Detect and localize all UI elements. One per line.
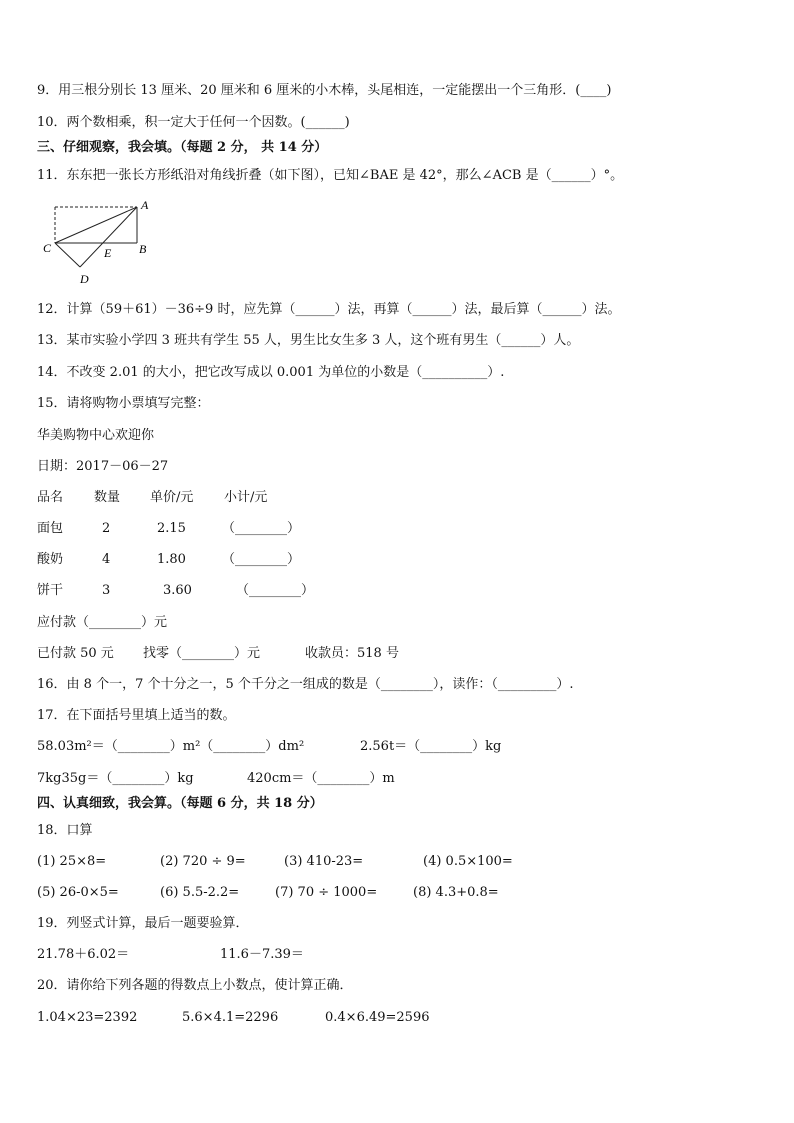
question-20-item: 5.6×4.1=2296 bbox=[182, 1010, 279, 1025]
oral-item: (2) 720 ÷ 9= bbox=[160, 854, 246, 869]
oral-item: (1) 25×8= bbox=[37, 854, 107, 869]
question-20: 20．请你给下列各题的得数点上小数点，使计算正确． bbox=[37, 978, 353, 993]
question-16: 16．由 8 个一，7 个十分之一，5 个千分之一组成的数是（________），读作：（_________）. bbox=[37, 677, 574, 692]
label-e: E bbox=[104, 246, 112, 260]
oral-item: (3) 410-23= bbox=[284, 854, 364, 869]
question-19-item: 21.78＋6.02＝ bbox=[37, 947, 130, 962]
oral-item: (7) 70 ÷ 1000= bbox=[275, 885, 378, 900]
question-17-item: 420cm＝（________）m bbox=[247, 771, 395, 786]
section-3-heading: 三、仔细观察，我会填。（每题 2 分， 共 14 分） bbox=[37, 140, 328, 155]
receipt-welcome: 华美购物中心欢迎你 bbox=[37, 428, 155, 443]
receipt-row-price: 2.15 bbox=[157, 521, 186, 536]
question-17: 17．在下面括号里填上适当的数。 bbox=[37, 708, 236, 723]
receipt-row-price: 3.60 bbox=[163, 583, 192, 598]
question-11: 11．东东把一张长方形纸沿对角线折叠（如下图），已知∠BAE 是 42°，那么∠ACB 是（______）°。 bbox=[37, 168, 624, 183]
receipt-row-qty: 3 bbox=[102, 583, 111, 598]
question-19: 19．列竖式计算，最后一题要验算． bbox=[37, 916, 249, 931]
label-a: A bbox=[141, 198, 149, 212]
receipt-header-price: 单价/元 bbox=[150, 490, 194, 505]
section-4-heading: 四、认真细致，我会算。（每题 6 分，共 18 分） bbox=[37, 796, 323, 811]
question-17-item: 58.03m²＝（________）m²（________）dm² bbox=[37, 739, 305, 754]
question-17-item: 2.56t＝（________）kg bbox=[360, 739, 502, 754]
question-17-item: 7kg35g＝（________）kg bbox=[37, 771, 194, 786]
receipt-row-qty: 2 bbox=[102, 521, 111, 536]
oral-item: (5) 26-0×5= bbox=[37, 885, 119, 900]
receipt-header-subtotal: 小计/元 bbox=[224, 490, 268, 505]
question-9: 9．用三根分别长 13 厘米、20 厘米和 6 厘米的小木棒，头尾相连，一定能摆出一个三角形．(____) bbox=[37, 83, 612, 98]
receipt-row-name: 酸奶 bbox=[37, 552, 64, 567]
receipt-paid: 已付款 50 元 bbox=[37, 646, 114, 661]
receipt-row-price: 1.80 bbox=[157, 552, 186, 567]
folded-rectangle-figure bbox=[40, 195, 160, 287]
question-19-item: 11.6－7.39＝ bbox=[220, 947, 304, 962]
receipt-row-subtotal: （________） bbox=[222, 521, 301, 536]
receipt-row-name: 饼干 bbox=[37, 583, 64, 598]
oral-item: (8) 4.3+0.8= bbox=[413, 885, 499, 900]
question-15: 15．请将购物小票填写完整： bbox=[37, 396, 210, 411]
receipt-header-name: 品名 bbox=[37, 490, 64, 505]
label-b: B bbox=[139, 242, 147, 256]
question-18: 18．口算 bbox=[37, 823, 93, 838]
receipt-row-qty: 4 bbox=[102, 552, 111, 567]
question-20-item: 0.4×6.49=2596 bbox=[325, 1010, 430, 1025]
receipt-row-subtotal: （________） bbox=[236, 583, 315, 598]
question-13: 13．某市实验小学四 3 班共有学生 55 人，男生比女生多 3 人，这个班有男生（______）人。 bbox=[37, 333, 580, 348]
receipt-change: 找零（________）元 bbox=[143, 646, 261, 661]
receipt-row-subtotal: （________） bbox=[222, 552, 301, 567]
receipt-payable: 应付款（________）元 bbox=[37, 615, 168, 630]
question-12: 12．计算（59＋61）－36÷9 时，应先算（______）法，再算（______）法，最后算（______）法。 bbox=[37, 302, 621, 317]
oral-item: (6) 5.5-2.2= bbox=[160, 885, 240, 900]
receipt-date: 日期：2017－06－27 bbox=[37, 459, 169, 474]
receipt-row-name: 面包 bbox=[37, 521, 64, 536]
receipt-header-qty: 数量 bbox=[94, 490, 121, 505]
oral-item: (4) 0.5×100= bbox=[423, 854, 513, 869]
label-c: C bbox=[43, 241, 52, 255]
question-14: 14．不改变 2.01 的大小，把它改写成以 0.001 为单位的小数是（__________）. bbox=[37, 365, 505, 380]
receipt-cashier: 收款员：518 号 bbox=[305, 646, 399, 661]
question-20-item: 1.04×23=2392 bbox=[37, 1010, 138, 1025]
question-10: 10．两个数相乘，积一定大于任何一个因数。(______) bbox=[37, 115, 350, 130]
label-d: D bbox=[80, 272, 89, 286]
